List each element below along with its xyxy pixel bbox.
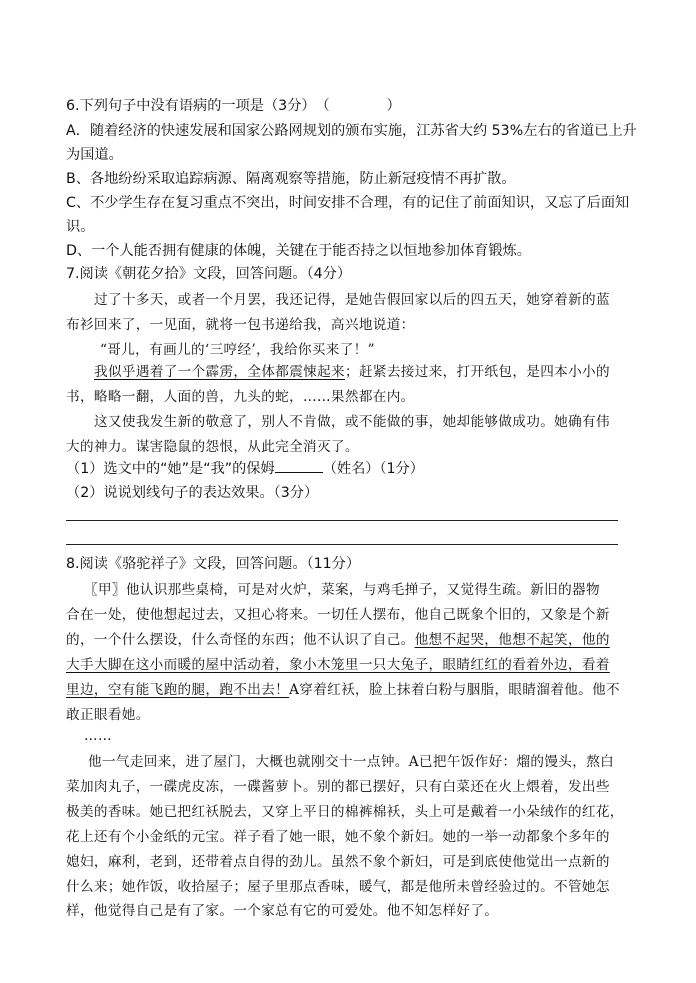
q8-passage-line: 极美的香味。她已把红袄脱去，又穿上平日的棉裤棉袄，头上可是戴着一小朵绒作的红花，	[66, 804, 624, 820]
q6-option-c-cont: 识。	[66, 219, 95, 235]
q7-sub1-suffix: （姓名）（1分）	[322, 461, 424, 477]
q7-passage-line: 大的神力。谋害隐鼠的怨恨，从此完全消灭了。	[66, 439, 359, 455]
q8-passage-line: 他一气走回来，进了屋门，大概也就刚交十一点钟。A已把午饭作好：熘的馒头，熬白	[88, 754, 615, 770]
q8-passage-line: 合在一处，使他想起过去，又担心将来。一切任人摆布，他自己既象个旧的，又象是个新	[66, 607, 610, 623]
answer-line[interactable]	[66, 520, 618, 521]
q8-passage-line: 媳妇，麻利，老到，还带着点自得的劲儿。虽然不象个新妇，可是到底使他觉出一点新的	[66, 854, 610, 870]
q7-underlined-sentence: 我似乎遇着了一个霹雳，全体都震悚起来	[94, 364, 345, 380]
q8-ellipsis: ……	[84, 728, 112, 744]
q8-passage-line: 样，他觉得自己是有了家。一个家总有它的可爱处。他不知怎样好了。	[66, 903, 499, 919]
q7-passage-text: ；赶紧去接过来，打开纸包，是四本小小的	[345, 364, 610, 380]
q7-passage-line: 书，略略一翻，人面的兽，九头的蛇，……果然都在内。	[66, 389, 415, 405]
q8-passage-text: A穿着红袄，脸上抹着白粉与胭脂，眼睛溜着他。他不	[289, 682, 620, 698]
q7-passage-line: 这又使我发生新的敬意了，别人不肯做，或不能做的事，她却能够做成功。她确有伟	[94, 414, 610, 430]
q7-passage-line: 过了十多天，或者一个月罢，我还记得，是她告假回家以后的四五天，她穿着新的蓝	[94, 292, 610, 308]
q7-passage-line	[94, 362, 610, 382]
q6-option-a-cont: 为国道。	[66, 147, 123, 163]
q6-option-a: A．随着经济的快速发展和国家公路网规划的颁布实施，江苏省大约 53%左右的省道已上升	[66, 123, 637, 139]
q7-sub1-text: （1）选文中的“她”是“我”的保姆	[66, 461, 275, 477]
q6-option-b: B、各地纷纷采取追踪病源、隔离观察等措施，防止新冠疫情不再扩散。	[66, 171, 516, 187]
q7-sub-question-1	[66, 459, 424, 479]
q8-title: 8.阅读《骆驼祥子》文段，回答问题。（11分）	[66, 556, 361, 572]
q8-passage-line: 菜加肉丸子，一碟虎皮冻，一碟酱萝卜。别的都已摆好，只有白菜还在火上煨着，发出些	[66, 779, 610, 795]
q8-passage-line	[66, 680, 620, 700]
q8-underlined-sentence: 他想不起哭，他想不起笑，他的	[414, 632, 610, 648]
q7-sub-question-2: （2）说说划线句子的表达效果。（3分）	[66, 485, 319, 501]
q6-title: 6.下列句子中没有语病的一项是（3分） （ ）	[66, 98, 401, 114]
q8-passage-text: 的，一个什么摆设，什么奇怪的东西；他不认识了自己。	[66, 632, 415, 648]
q7-title: 7.阅读《朝花夕拾》文段，回答问题。（4分）	[66, 266, 352, 282]
answer-line[interactable]	[66, 544, 618, 545]
q6-option-d: D、一个人能否拥有健康的体魄，关键在于能否持之以恒地参加体育锻炼。	[66, 243, 531, 259]
q7-passage-line: 布衫回来了，一见面，就将一包书递给我，高兴地说道：	[66, 317, 415, 333]
answer-blank[interactable]	[275, 460, 323, 473]
q8-passage-line: 〖甲〗他认识那些桌椅，可是对火炉，菜案，与鸡毛掸子，又觉得生疏。新旧的器物	[84, 582, 600, 598]
q8-underlined-sentence: 大手大脚在这小而暖的屋中活动着，象小木笼里一只大兔子，眼睛红红的看着外边，看着	[66, 657, 610, 673]
q8-passage-line	[66, 630, 610, 650]
q8-passage-line: 花上还有个小金纸的元宝。祥子看了她一眼，她不象个新妇。她的一举一动都象个多年的	[66, 829, 610, 845]
q6-option-c: C、不少学生存在复习重点不突出，时间安排不合理，有的记住了前面知识，又忘了后面知	[66, 195, 630, 211]
q8-underlined-sentence: 里边，空有能飞跑的腿，跑不出去！	[66, 682, 290, 698]
q7-passage-quote: “哥儿，有画儿的‘三哼经’，我给你买来了！”	[100, 342, 375, 358]
q8-passage-line: 敢正眼看她。	[66, 707, 150, 723]
q8-passage-line: 什么来；她作饭，收拾屋子；屋子里那点香味，暖气，都是他所未曾经验过的。不管她怎	[66, 879, 610, 895]
